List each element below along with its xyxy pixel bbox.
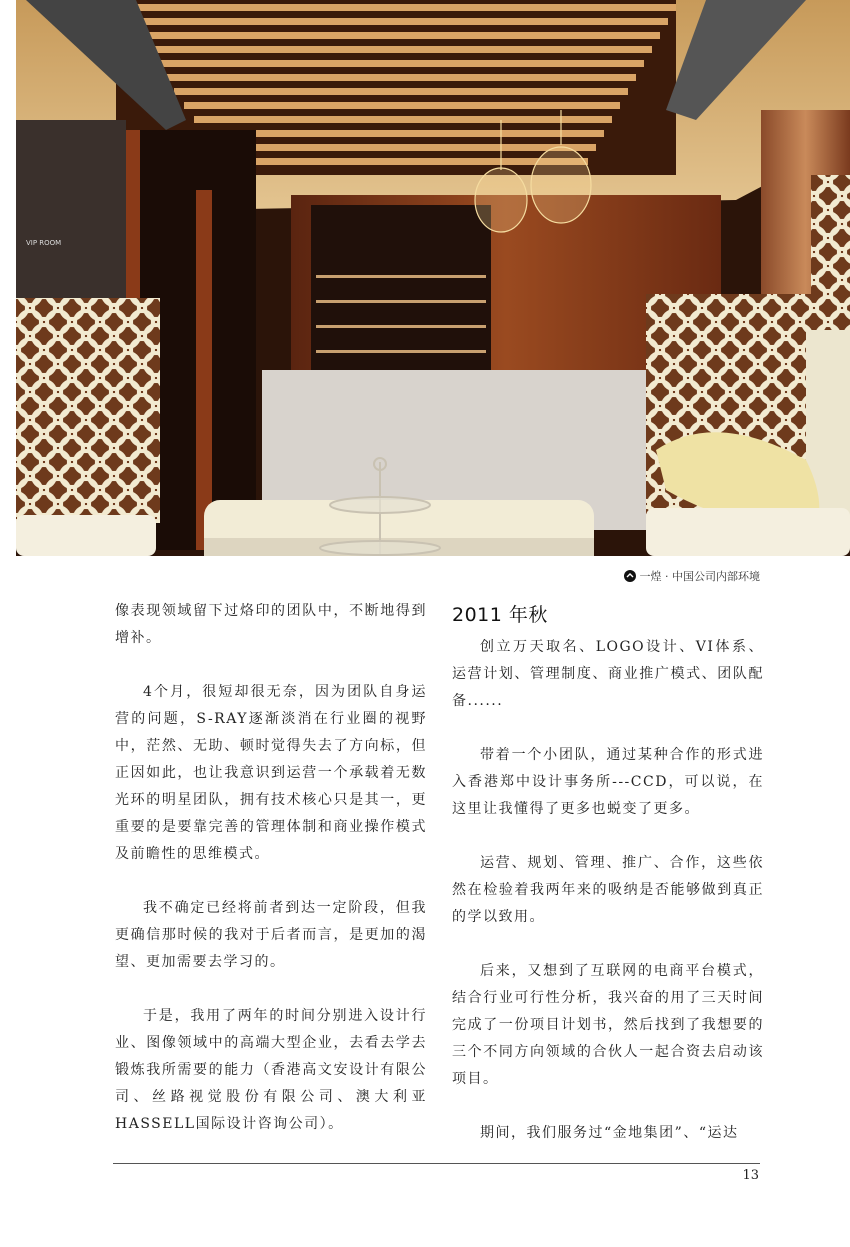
logo-icon	[624, 570, 636, 582]
paragraph: 带着一个小团队，通过某种合作的形式进入香港郑中设计事务所---CCD，可以说，在这里让我懂得了更多也蜕变了更多。	[452, 747, 764, 817]
paragraph: 创立万天取名、LOGO设计、VI体系、运营计划、管理制度、商业推广模式、团队配备......	[452, 639, 764, 709]
left-text-column	[115, 598, 427, 1165]
paragraph: 后来，又想到了互联网的电商平台模式，结合行业可行性分析，我兴奋的用了三天时间完成了一份项目计划书，然后找到了我想要的三个不同方向领域的合伙人一起合资去启动该项目。	[452, 963, 764, 1087]
paragraph: 我不确定已经将前者到达一定阶段，但我更确信那时候的我对于后者而言，是更加的渴望、更加需要去学习的。	[115, 900, 427, 970]
restaurant-interior-photo	[16, 0, 850, 556]
photo-caption	[624, 568, 761, 584]
section-heading: 2011 年秋	[452, 604, 548, 626]
right-text-column	[452, 600, 764, 1174]
paragraph: 运营、规划、管理、推广、合作，这些依然在检验着我两年来的吸纳是否能够做到真正的学以致用。	[452, 855, 764, 925]
footer-divider	[113, 1163, 760, 1164]
vip-room-sign: VIP ROOM	[26, 239, 62, 247]
page-number: 13	[742, 1168, 759, 1183]
caption-text: 一煌 · 中国公司内部环境	[639, 570, 760, 583]
paragraph: 4个月，很短却很无奈，因为团队自身运营的问题，S-RAY逐渐淡消在行业圈的视野中，茫然、无助、顿时觉得失去了方向标，但正因如此，也让我意识到运营一个承载着无数光环的明星团队，拥有技术核心只是其一，更重要的是要靠完善的管理体制和商业操作模式及前瞻性的思维模式。	[115, 684, 427, 862]
paragraph: 期间，我们服务过“金地集团”、“运达	[480, 1125, 739, 1141]
paragraph: 像表现领域留下过烙印的团队中，不断地得到增补。	[115, 603, 427, 646]
paragraph: 于是，我用了两年的时间分别进入设计行业、图像领域中的高端大型企业，去看去学去锻炼我所需要的能力（香港高文安设计有限公司、丝路视觉股份有限公司、澳大利亚HASSELL国际设计咨询公司）。	[115, 1008, 427, 1132]
